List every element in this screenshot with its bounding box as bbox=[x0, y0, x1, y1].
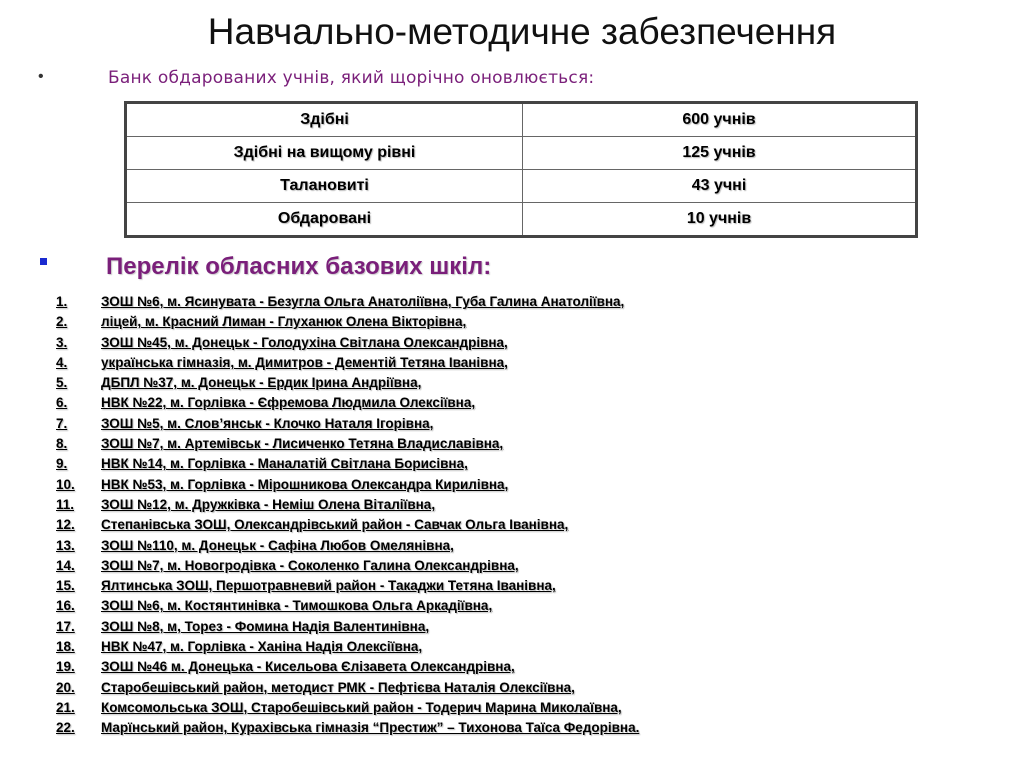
list-item bbox=[56, 617, 639, 637]
list-item bbox=[56, 536, 639, 556]
list-item-text: НВК №47, м. Горлівка - Ханіна Надія Олексіївна, bbox=[101, 639, 423, 655]
list-item bbox=[56, 657, 639, 677]
list-item-text: ЗОШ №7, м. Артемівськ - Лисиченко Тетяна Владиславівна, bbox=[101, 436, 504, 452]
list-item-text: ЗОШ №7, м. Новогродівка - Соколенко Галина Олександрівна, bbox=[101, 557, 519, 573]
list-item-text: Ялтинська ЗОШ, Першотравневий район - Такаджи Тетяна Іванівна, bbox=[101, 578, 556, 594]
list-item-text: Старобешівський район, методист РМК - Пефтієва Наталія Олексіївна, bbox=[101, 679, 575, 695]
list-item-text: ЗОШ №6, м. Ясинувата - Безугла Ольга Анатоліївна, Губа Галина Анатоліївна, bbox=[101, 294, 625, 309]
list-item bbox=[56, 353, 639, 373]
list-item bbox=[56, 556, 639, 576]
list-item-number: 3. bbox=[56, 334, 68, 350]
list-item bbox=[56, 515, 639, 535]
list-item-text: НВК №53, м. Горлівка - Мірошникова Олександра Кирилівна, bbox=[101, 476, 509, 492]
list-item bbox=[56, 414, 639, 434]
section-heading-bank: Банк обдарованих учнів, який щорічно оновлюється: bbox=[108, 68, 595, 88]
table-cell-count: 125 учнів bbox=[523, 137, 917, 170]
list-item-number: 7. bbox=[56, 415, 68, 431]
list-item-number: 6. bbox=[56, 395, 68, 411]
list-item-number: 8. bbox=[56, 436, 68, 452]
list-item-number: 11. bbox=[56, 496, 75, 512]
square-bullet-icon bbox=[40, 258, 47, 265]
list-item-text: ЗОШ №8, м, Торез - Фомина Надія Валентинівна, bbox=[101, 618, 430, 634]
list-item-text: НВК №22, м. Горлівка - Єфремова Людмила Олексіївна, bbox=[101, 395, 476, 411]
list-item-number: 15. bbox=[56, 578, 75, 594]
list-item-text: ЗОШ №46 м. Донецька - Кисельова Єлізавета Олександрівна, bbox=[101, 659, 515, 675]
list-item-number: 20. bbox=[56, 679, 75, 695]
list-item-number: 13. bbox=[56, 537, 75, 553]
list-item-number: 2. bbox=[56, 314, 68, 330]
list-item-number: 19. bbox=[56, 659, 75, 675]
list-item-number: 14. bbox=[56, 557, 75, 573]
list-item bbox=[56, 475, 639, 495]
table-cell-category: Здібні bbox=[126, 103, 523, 137]
table-cell-category: Талановиті bbox=[126, 170, 523, 203]
page-title: Навчально-методичне забезпечення bbox=[207, 11, 837, 52]
list-item-text: Марїнський район, Курахівська гімназія “Престиж” – Тихонова Таїса Федорівна. bbox=[101, 720, 640, 736]
table-row bbox=[126, 137, 917, 170]
list-item bbox=[56, 678, 639, 698]
list-item bbox=[56, 292, 639, 312]
list-item-number: 21. bbox=[56, 699, 75, 715]
list-item-text: ліцей, м. Красний Лиман - Глуханюк Олена Вікторівна, bbox=[101, 314, 467, 330]
list-item-text: ЗОШ №110, м. Донецьк - Сафіна Любов Омелянівна, bbox=[101, 537, 454, 553]
list-item-number: 4. bbox=[56, 354, 68, 370]
list-item bbox=[56, 454, 639, 474]
list-item-number: 5. bbox=[56, 375, 68, 391]
list-item-text: ЗОШ №6, м. Костянтинівка - Тимошкова Ольга Аркадіївна, bbox=[101, 598, 493, 614]
schools-list bbox=[56, 292, 639, 739]
list-item-text: Комсомольська ЗОШ, Старобешівський район - Тодерич Марина Миколаївна, bbox=[101, 699, 622, 715]
list-item-number: 16. bbox=[56, 598, 75, 614]
list-item-number: 22. bbox=[56, 720, 75, 736]
list-item-number: 1. bbox=[56, 294, 68, 309]
list-item-number: 18. bbox=[56, 639, 75, 655]
section-heading-schools: Перелік обласних базових шкіл: bbox=[106, 253, 492, 280]
list-item bbox=[56, 495, 639, 515]
list-item bbox=[56, 637, 639, 657]
list-item bbox=[56, 333, 639, 353]
list-item-text: українська гімназія, м. Димитров - Дементій Тетяна Іванівна, bbox=[101, 354, 508, 370]
table-cell-category: Здібні на вищому рівні bbox=[126, 137, 523, 170]
gifted-students-table bbox=[124, 101, 918, 238]
list-item-number: 10. bbox=[56, 476, 75, 492]
list-item bbox=[56, 434, 639, 454]
list-item-text: Степанівська ЗОШ, Олександрівський район - Савчак Ольга Іванівна, bbox=[101, 517, 569, 533]
list-item bbox=[56, 393, 639, 413]
table-row bbox=[126, 103, 917, 137]
list-item-number: 12. bbox=[56, 517, 75, 533]
list-item bbox=[56, 312, 639, 332]
list-item-text: ЗОШ №45, м. Донецьк - Голодухіна Світлана Олександрівна, bbox=[101, 334, 508, 350]
table-cell-count: 600 учнів bbox=[523, 103, 917, 137]
list-item-text: НВК №14, м. Горлівка - Маналатій Світлана Борисівна, bbox=[101, 456, 468, 472]
list-item bbox=[56, 373, 639, 393]
list-item-text: ДБПЛ №37, м. Донецьк - Ердик Ірина Андріївна, bbox=[101, 375, 422, 391]
list-item bbox=[56, 596, 639, 616]
table-cell-category: Обдаровані bbox=[126, 203, 523, 237]
table-row bbox=[126, 203, 917, 237]
table-cell-count: 10 учнів bbox=[523, 203, 917, 237]
table-row bbox=[126, 170, 917, 203]
list-item-text: ЗОШ №5, м. Слов’янськ - Клочко Наталя Ігорівна, bbox=[101, 415, 434, 431]
list-item-number: 9. bbox=[56, 456, 68, 472]
list-item bbox=[56, 718, 639, 738]
list-item-number: 17. bbox=[56, 618, 75, 634]
list-item bbox=[56, 576, 639, 596]
list-item-text: ЗОШ №12, м. Дружківка - Неміш Олена Віталіївна, bbox=[101, 496, 436, 512]
table-cell-count: 43 учні bbox=[523, 170, 917, 203]
list-item bbox=[56, 698, 639, 718]
bullet-dot: • bbox=[38, 68, 44, 85]
